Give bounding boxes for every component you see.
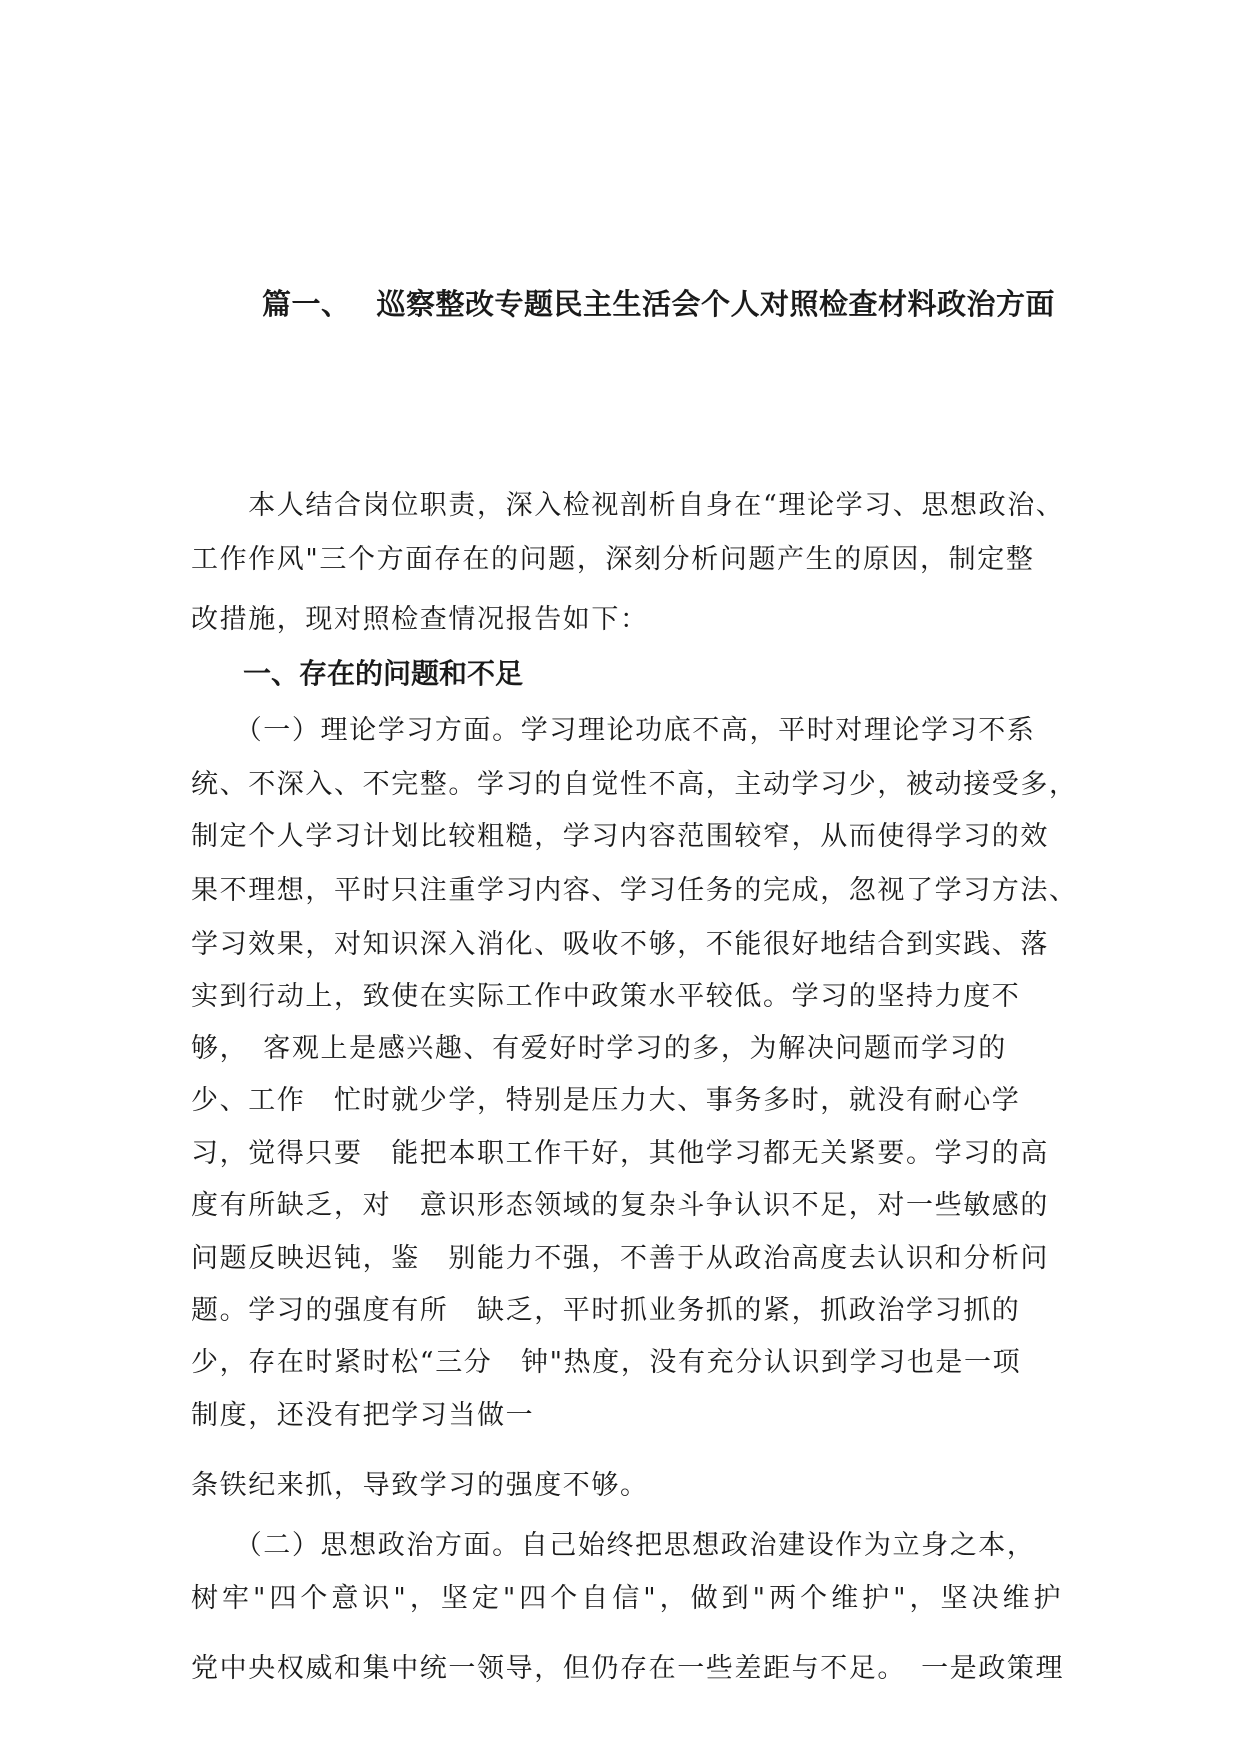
title-text: 巡察整改专题民主生活会个人对照检查材料政治方面 <box>376 287 1056 321</box>
para1-line-13: 少，存在时紧时松“三分 钟"热度，没有充分认识到学习也是一项 <box>191 1347 1022 1378</box>
para1-line-5: 学习效果，对知识深入消化、吸收不够，不能很好地结合到实践、落 <box>191 929 1049 960</box>
para2-line-3: 党中央权威和集中统一领导，但仍存在一些差距与不足。 一是政策理 <box>191 1653 1065 1684</box>
section-heading: 一、存在的问题和不足 <box>243 657 524 690</box>
para1-line-4: 果不理想，平时只注重学习内容、学习任务的完成，忽视了学习方法、 <box>191 875 1078 906</box>
para1-line-10: 度有所缺乏，对 意识形态领域的复杂斗争认识不足，对一些敏感的 <box>191 1190 1049 1221</box>
para1-line-6: 实到行动上，致使在实际工作中政策水平较低。学习的坚持力度不 <box>191 981 1021 1012</box>
para1-line-9: 习，觉得只要 能把本职工作干好，其他学习都无关紧要。学习的高 <box>191 1138 1049 1169</box>
para1-line-7: 够， 客观上是感兴趣、有爱好时学习的多，为解决问题而学习的 <box>191 1033 1007 1064</box>
para1-line-2: 统、不深入、不完整。学习的自觉性不高，主动学习少，被动接受多， <box>191 769 1078 800</box>
intro-line-2: 工作作风"三个方面存在的问题，深刻分析问题产生的原因，制定整 <box>191 544 1035 575</box>
intro-line-3: 改措施，现对照检查情况报告如下： <box>191 604 649 635</box>
para1-line-15: 条铁纪来抓，导致学习的强度不够。 <box>191 1470 649 1501</box>
para2-line-2: 树牢"四个意识"，坚定"四个自信"，做到"两个维护"，坚决维护 <box>191 1583 1065 1614</box>
para1-line-1: （一）理论学习方面。学习理论功底不高，平时对理论学习不系 <box>191 715 1036 746</box>
intro-line-1: 本人结合岗位职责，深入检视剖析自身在“理论学习、思想政治、 <box>191 490 1065 521</box>
para1-line-3: 制定个人学习计划比较粗糙，学习内容范围较窄，从而使得学习的效 <box>191 821 1049 852</box>
para1-line-14: 制度，还没有把学习当做一 <box>191 1400 535 1431</box>
para1-line-11: 问题反映迟钝，鉴 别能力不强，不善于从政治高度去认识和分析问 <box>191 1243 1049 1274</box>
para1-line-12: 题。学习的强度有所 缺乏，平时抓业务抓的紧，抓政治学习抓的 <box>191 1295 1021 1326</box>
document-title <box>262 282 1055 323</box>
para1-line-8: 少、工作 忙时就少学，特别是压力大、事务多时，就没有耐心学 <box>191 1085 1021 1116</box>
title-prefix: 篇一、 <box>262 287 351 321</box>
para2-line-1: （二）思想政治方面。自己始终把思想政治建设作为立身之本， <box>191 1530 1036 1561</box>
